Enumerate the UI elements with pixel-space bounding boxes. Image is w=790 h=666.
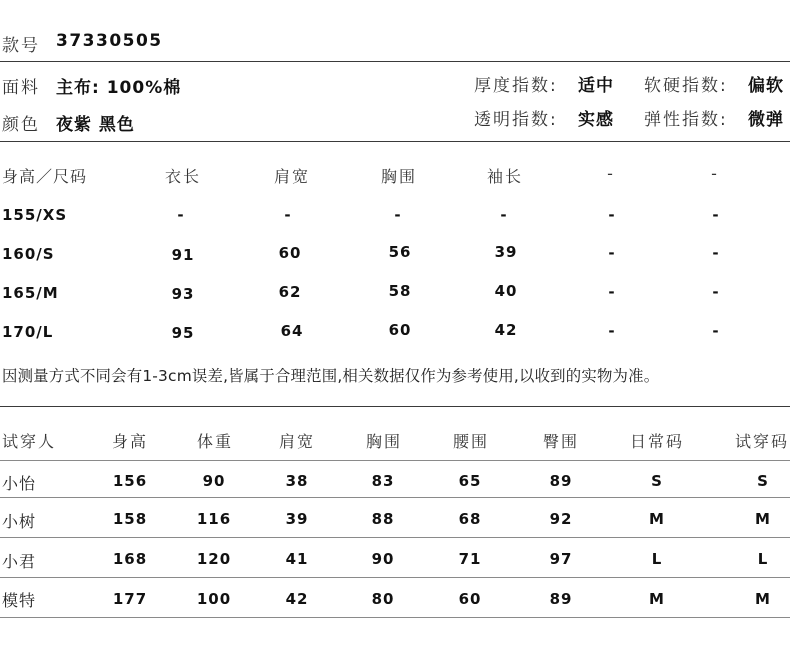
divider-size-table: [0, 141, 790, 142]
measurement-note: 因测量方式不同会有1-3cm误差,皆属于合理范围,相关数据仅作为参考使用,以收到的实物为准。: [2, 367, 660, 385]
tryon-cell: M: [755, 590, 771, 608]
tryon-cell: 92: [549, 510, 573, 528]
tryon-header-weight: 体重: [196, 432, 234, 451]
size-cell: 64: [280, 322, 304, 340]
transparency-label: 透明指数:: [474, 110, 558, 130]
tryon-cell: L: [651, 550, 663, 568]
size-cell: -: [284, 206, 292, 224]
divider-top: [0, 61, 790, 62]
tryon-cell: 89: [549, 472, 573, 490]
size-header-shoulder: 肩宽: [273, 167, 311, 186]
tryon-cell: 168: [112, 550, 148, 568]
style-no-label: 款号: [2, 36, 40, 56]
tryon-row-divider: [0, 460, 790, 461]
size-cell: 58: [388, 282, 412, 300]
tryon-cell: M: [649, 590, 665, 608]
tryon-header-daily-size: 日常码: [629, 432, 685, 451]
tryon-person-name: 小树: [2, 512, 37, 531]
tryon-cell: 38: [285, 472, 309, 490]
tryon-person-name: 小怡: [2, 474, 37, 493]
tryon-row-divider: [0, 537, 790, 538]
tryon-cell: 80: [371, 590, 395, 608]
size-cell: -: [712, 244, 720, 262]
size-header-blank-2: -: [711, 164, 719, 183]
tryon-header-chest: 胸围: [365, 432, 403, 451]
elasticity-value: 微弹: [748, 110, 784, 130]
tryon-cell: M: [755, 510, 771, 528]
size-cell: 93: [171, 285, 195, 303]
transparency-value: 实感: [578, 110, 614, 130]
tryon-header-tryon-size: 试穿码: [734, 432, 790, 451]
tryon-cell: 100: [196, 590, 232, 608]
tryon-cell: 177: [112, 590, 148, 608]
size-cell: -: [500, 206, 508, 224]
tryon-cell: S: [651, 472, 663, 490]
tryon-cell: 88: [371, 510, 395, 528]
tryon-person-name: 小君: [2, 552, 37, 571]
size-cell: -: [608, 322, 616, 340]
size-header-height-size: 身高／尺码: [2, 167, 88, 186]
tryon-cell: L: [757, 550, 769, 568]
size-cell: -: [608, 206, 616, 224]
tryon-cell: 90: [371, 550, 395, 568]
tryon-cell: 68: [458, 510, 482, 528]
tryon-header-waist: 腰围: [452, 432, 490, 451]
size-row-label: 170/L: [2, 323, 54, 341]
tryon-cell: 116: [196, 510, 232, 528]
elasticity-label: 弹性指数:: [644, 110, 728, 130]
tryon-header-height: 身高: [111, 432, 149, 451]
tryon-cell: 41: [285, 550, 309, 568]
size-cell: 40: [494, 282, 518, 300]
tryon-cell: 158: [112, 510, 148, 528]
size-row-label: 155/XS: [2, 206, 68, 224]
size-cell: -: [712, 283, 720, 301]
size-row-label: 160/S: [2, 245, 55, 263]
tryon-header-shoulder: 肩宽: [278, 432, 316, 451]
thickness-label: 厚度指数:: [474, 76, 558, 96]
tryon-cell: 156: [112, 472, 148, 490]
size-header-chest: 胸围: [380, 167, 418, 186]
size-cell: 62: [278, 283, 302, 301]
softness-label: 软硬指数:: [644, 76, 728, 96]
tryon-row-divider: [0, 497, 790, 498]
size-header-blank-1: -: [607, 164, 615, 183]
size-cell: 60: [388, 321, 412, 339]
tryon-cell: 65: [458, 472, 482, 490]
thickness-value: 适中: [578, 76, 614, 96]
size-cell: -: [712, 322, 720, 340]
style-no-value: 37330505: [56, 31, 163, 51]
tryon-cell: 89: [549, 590, 573, 608]
tryon-cell: 71: [458, 550, 482, 568]
color-label: 颜色: [2, 115, 40, 135]
size-cell: 42: [494, 321, 518, 339]
tryon-cell: 90: [202, 472, 226, 490]
size-cell: 56: [388, 243, 412, 261]
tryon-header-hip: 臀围: [542, 432, 580, 451]
divider-tryon-table: [0, 406, 790, 407]
tryon-cell: M: [649, 510, 665, 528]
fabric-label: 面料: [2, 78, 40, 98]
size-header-sleeve: 袖长: [486, 167, 524, 186]
size-cell: 95: [171, 324, 195, 342]
tryon-cell: 42: [285, 590, 309, 608]
size-cell: 91: [171, 246, 195, 264]
tryon-cell: 120: [196, 550, 232, 568]
tryon-cell: 39: [285, 510, 309, 528]
softness-value: 偏软: [748, 76, 784, 96]
size-row-label: 165/M: [2, 284, 59, 302]
size-cell: -: [177, 206, 185, 224]
tryon-person-name: 模特: [2, 591, 37, 610]
tryon-cell: 60: [458, 590, 482, 608]
fabric-value: 主布: 100%棉: [56, 78, 182, 98]
size-cell: 60: [278, 244, 302, 262]
size-cell: -: [608, 244, 616, 262]
size-cell: -: [394, 206, 402, 224]
tryon-header-person: 试穿人: [2, 432, 57, 451]
tryon-cell: 83: [371, 472, 395, 490]
size-cell: -: [712, 206, 720, 224]
size-cell: 39: [494, 243, 518, 261]
size-cell: -: [608, 283, 616, 301]
color-value: 夜紫 黑色: [56, 115, 135, 135]
tryon-row-divider: [0, 577, 790, 578]
tryon-cell: S: [757, 472, 769, 490]
tryon-cell: 97: [549, 550, 573, 568]
tryon-row-divider: [0, 617, 790, 618]
size-header-length: 衣长: [164, 167, 202, 186]
